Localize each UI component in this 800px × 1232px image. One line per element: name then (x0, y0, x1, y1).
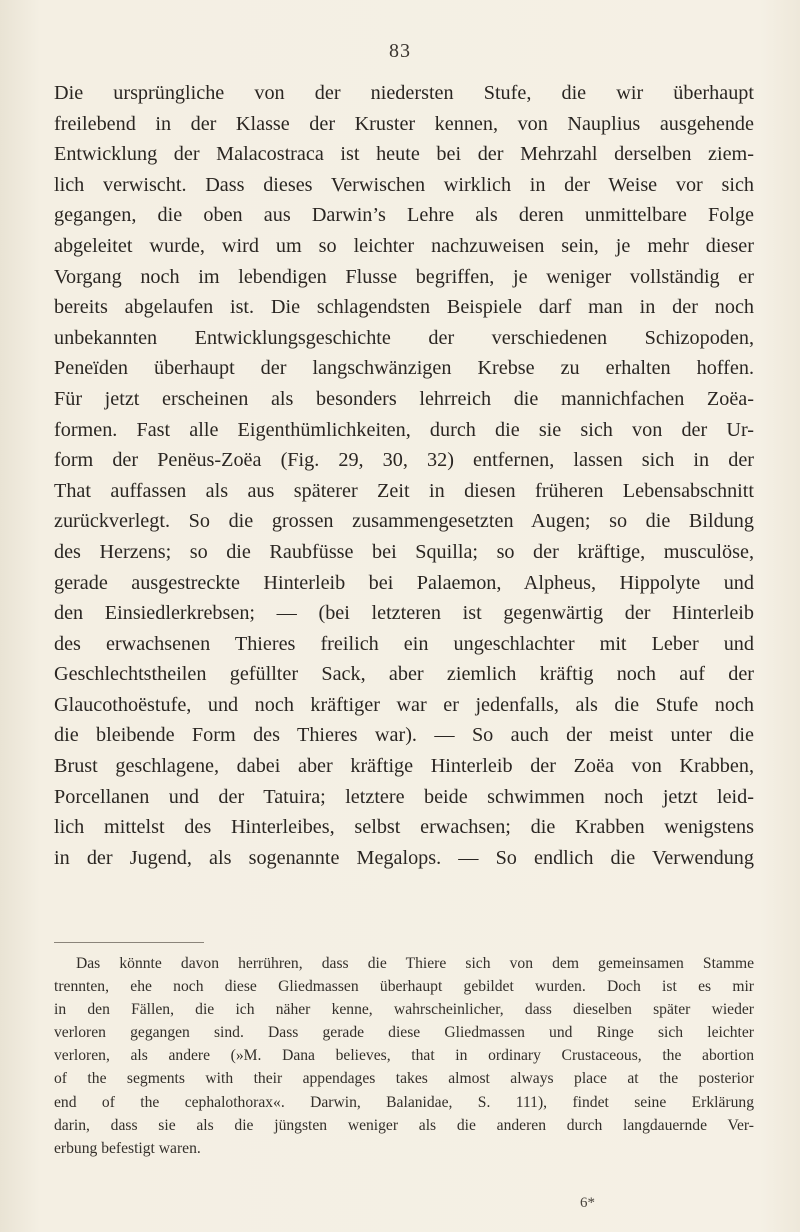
footnote-line: end of the cephalothorax«. Darwin, Balanidae, S. 111), findet seine Erklärung (54, 1093, 754, 1111)
page-number: 83 (389, 40, 411, 62)
footnote-line: trennten, ehe noch diese Gliedmassen überhaupt gebildet wurden. Doch ist es mir (54, 978, 754, 996)
text-line: gegangen, die oben aus Darwin’s Lehre als deren unmittelbare Folge (54, 204, 754, 227)
footnote-line: in den Fällen, die ich näher kenne, wahrscheinlicher, dass dieselben später wieder (54, 1001, 754, 1019)
text-line: freilebend in der Klasse der Kruster kennen, von Nauplius ausgehende (54, 112, 754, 135)
main-text-block (54, 78, 754, 873)
printer-signature-mark: 6* (580, 1195, 595, 1211)
text-line: Peneïden überhaupt der langschwänzigen Krebse zu erhalten hoffen. (54, 357, 754, 380)
footnote-line: darin, dass sie als die jüngsten weniger als die anderen durch langdauernde Ver- (54, 1116, 754, 1134)
text-line: des Herzens; so die Raubfüsse bei Squilla; so der kräftige, musculöse, (54, 540, 754, 563)
text-line: Entwicklung der Malacostraca ist heute bei der Mehrzahl derselben ziem- (54, 143, 754, 166)
text-line: in der Jugend, als sogenannte Megalops. — So endlich die Verwendung (54, 846, 754, 869)
text-line: formen. Fast alle Eigenthümlichkeiten, durch die sie sich von der Ur- (54, 418, 754, 441)
text-line: gerade ausgestreckte Hinterleib bei Palaemon, Alpheus, Hippolyte und (54, 571, 754, 594)
footnote-block (54, 952, 754, 1160)
text-line: Die ursprüngliche von der niedersten Stufe, die wir überhaupt (54, 82, 754, 104)
text-line: Für jetzt erscheinen als besonders lehrreich die mannichfachen Zoëa- (54, 387, 754, 410)
footnote-line: verloren gegangen sind. Dass gerade diese Gliedmassen und Ringe sich leichter (54, 1024, 754, 1042)
text-line: That auffassen als aus späterer Zeit in diesen früheren Lebensabschnitt (54, 479, 754, 502)
text-line: bereits abgelaufen ist. Die schlagendsten Beispiele darf man in der noch (54, 296, 754, 319)
footnote-line: erbung befestigt waren. (54, 1139, 201, 1157)
text-line: lich mittelst des Hinterleibes, selbst erwachsen; die Krabben wenigstens (54, 816, 754, 839)
text-line: abgeleitet wurde, wird um so leichter nachzuweisen sein, je mehr dieser (54, 234, 754, 257)
text-line: Vorgang noch im lebendigen Flusse begriffen, je weniger vollständig er (54, 265, 754, 288)
text-line: den Einsiedlerkrebsen; — (bei letzteren ist gegenwärtig der Hinterleib (54, 602, 754, 625)
footnote-line: of the segments with their appendages takes almost always place at the posterior (54, 1070, 754, 1088)
text-line: Brust geschlagene, dabei aber kräftige Hinterleib der Zoëa von Krabben, (54, 755, 754, 778)
footnote-line: verloren, als andere (»M. Dana believes, that in ordinary Crustaceous, the abortion (54, 1047, 754, 1065)
text-line: form der Penëus-Zoëa (Fig. 29, 30, 32) entfernen, lassen sich in der (54, 449, 754, 472)
text-line: des erwachsenen Thieres freilich ein ungeschlachter mit Leber und (54, 632, 754, 655)
text-line: lich verwischt. Dass dieses Verwischen wirklich in der Weise vor sich (54, 173, 754, 196)
footnote-divider (54, 942, 204, 943)
text-line: zurückverlegt. So die grossen zusammengesetzten Augen; so die Bildung (54, 510, 754, 533)
text-line: Porcellanen und der Tatuira; letztere beide schwimmen noch jetzt leid- (54, 785, 754, 808)
text-line: die bleibende Form des Thieres war). — So auch der meist unter die (54, 724, 754, 747)
text-line: unbekannten Entwicklungsgeschichte der verschiedenen Schizopoden, (54, 326, 754, 349)
footnote-line: Das könnte davon herrühren, dass die Thiere sich von dem gemeinsamen Stamme (76, 955, 754, 972)
text-line: Geschlechtstheilen gefüllter Sack, aber ziemlich kräftig noch auf der (54, 663, 754, 686)
text-line: Glaucothoëstufe, und noch kräftiger war er jedenfalls, als die Stufe noch (54, 693, 754, 716)
